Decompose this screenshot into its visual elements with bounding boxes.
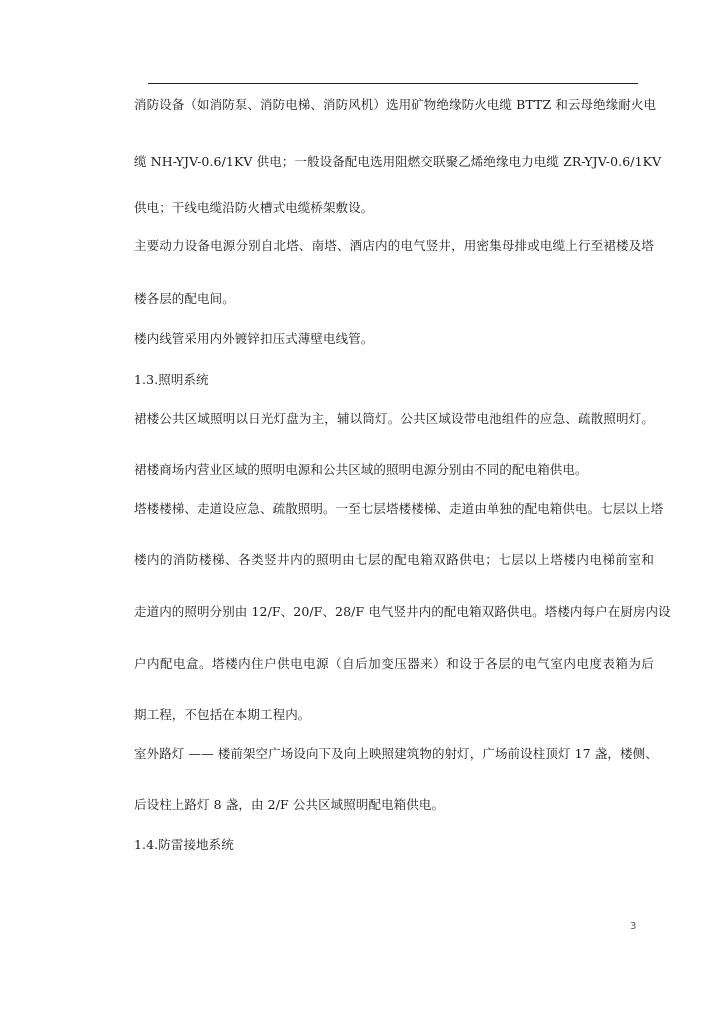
paragraph-line: 走道内的照明分别由 12/F、20/F、28/F 电气竖井内的配电箱双路供电。塔楼内每户在厨房内设 [134,604,671,619]
paragraph-line: 消防设备（如消防泵、消防电梯、消防风机）选用矿物绝缘防火电缆 BTTZ 和云母绝缘耐火电 [134,97,657,112]
paragraph-line: 室外路灯 —— 楼前架空广场设向下及向上映照建筑物的射灯，广场前设柱顶灯 17 盏，楼侧、 [134,746,658,761]
paragraph-line: 楼内线管采用内外镀锌扣压式薄壁电线管。 [134,331,374,346]
paragraph-line: 塔楼楼梯、走道设应急、疏散照明。一至七层塔楼楼梯、走道由单独的配电箱供电。七层以上塔 [134,501,664,516]
paragraph-line: 缆 NH-YJV-0.6/1KV 供电；一般设备配电选用阻燃交联聚乙烯绝缘电力电缆 ZR-YJV-0.6/1KV [134,154,662,169]
section-heading: 1.4.防雷接地系统 [134,837,234,852]
page-number: 3 [630,921,637,932]
paragraph-line: 期工程，不包括在本期工程内。 [134,707,311,722]
paragraph-line: 楼各层的配电间。 [134,291,235,306]
header-rule [148,83,638,84]
paragraph-line: 裙楼商场内营业区域的照明电源和公共区域的照明电源分别由不同的配电箱供电。 [134,462,588,477]
paragraph-line: 楼内的消防楼梯、各类竖井内的照明由七层的配电箱双路供电；七层以上塔楼内电梯前室和 [134,552,654,567]
paragraph-line: 裙楼公共区域照明以日光灯盘为主，辅以筒灯。公共区域设带电池组件的应急、疏散照明灯。 [134,411,654,426]
paragraph-line: 户内配电盒。塔楼内住户供电电源（自后加变压器来）和设于各层的电气室内电度表箱为后 [134,656,654,671]
section-heading: 1.3.照明系统 [134,372,209,387]
paragraph-line: 供电；干线电缆沿防火槽式电缆桥架敷设。 [134,200,374,215]
paragraph-line: 后设柱上路灯 8 盏，由 2/F 公共区域照明配电箱供电。 [134,797,445,812]
paragraph-line: 主要动力设备电源分别自北塔、南塔、酒店内的电气竖井，用密集母排或电缆上行至裙楼及塔 [134,238,654,253]
